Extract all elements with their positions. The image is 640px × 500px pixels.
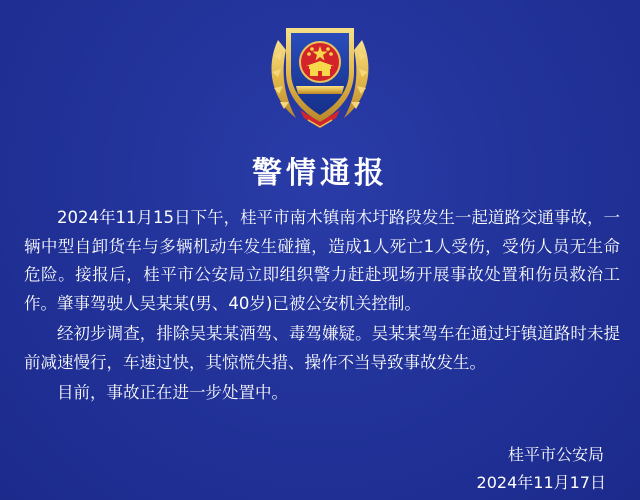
- police-emblem-icon: [256, 10, 384, 138]
- notice-paragraph-1: 2024年11月15日下午，桂平市南木镇南木圩路段发生一起道路交通事故，一辆中型自卸货车与多辆机动车发生碰撞，造成1人死亡1人受伤，受伤人员无生命危险。接报后，桂平市公安局立即组织警力赶赴现场开展事故处置和伤员救治工作。肇事驾驶人吴某某(男、40岁)已被公安机关控制。: [24, 208, 620, 313]
- notice-paragraph-3: 目前，事故正在进一步处置中。: [57, 383, 288, 402]
- notice-paragraph-2: 经初步调查，排除吴某某酒驾、毒驾嫌疑。吴某某驾车在通过圩镇道路时未提前减速慢行，车速过快，其惊慌失措、操作不当导致事故发生。: [24, 324, 620, 372]
- issuer-name: 桂平市公安局: [507, 445, 604, 464]
- issue-date: 2024年11月17日: [476, 473, 606, 492]
- notice-title: 警情通报: [252, 156, 388, 191]
- notice-body: [24, 204, 620, 410]
